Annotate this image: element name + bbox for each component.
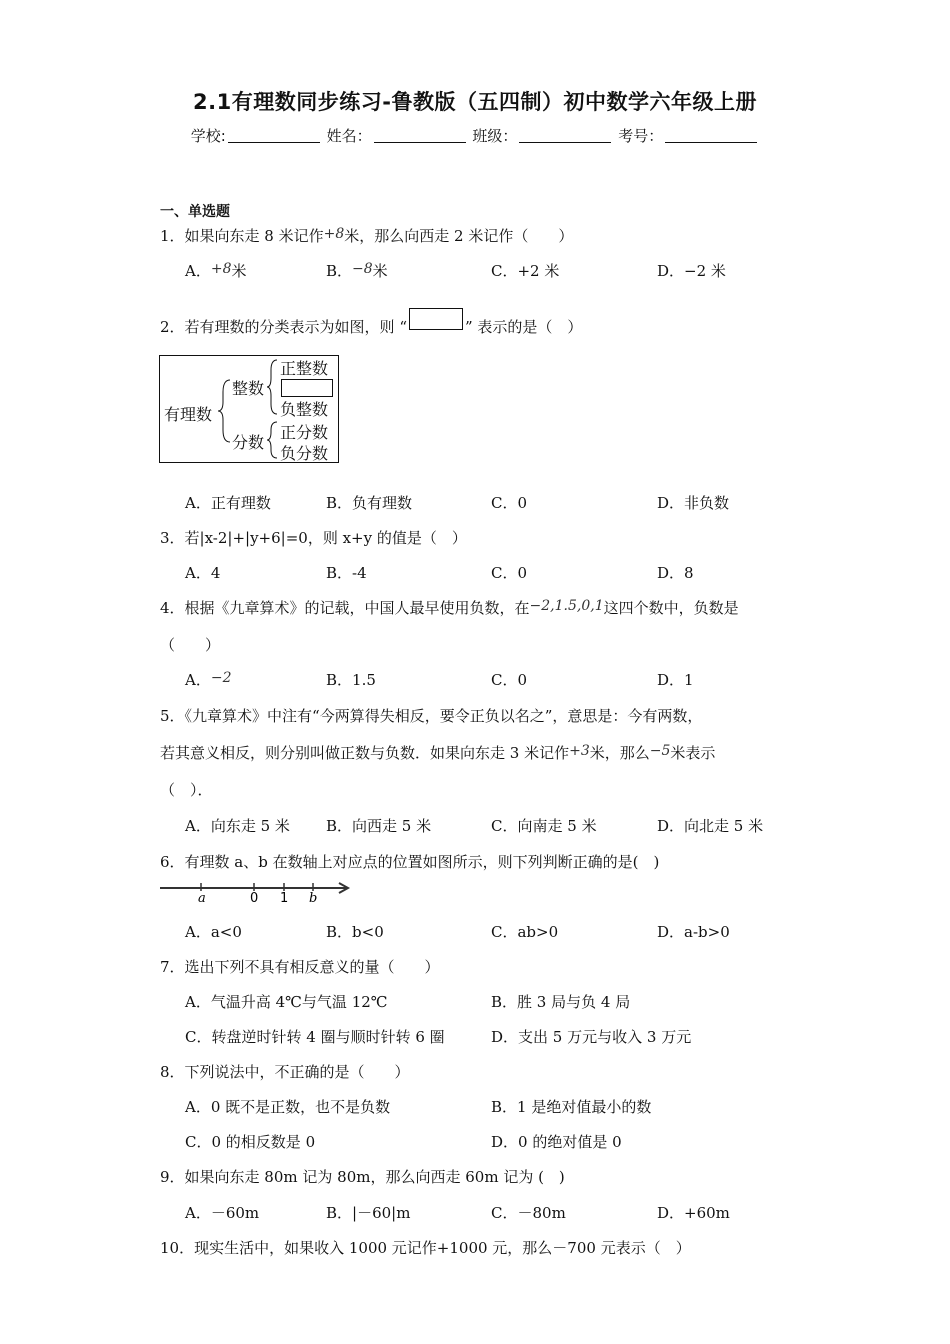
class-blank[interactable] [519, 128, 611, 143]
q6-option-d[interactable]: D．a-b>0 [657, 923, 730, 941]
diagram-pos-frac: 正分数 [280, 423, 329, 442]
diagram-pos-int: 正整数 [280, 359, 329, 378]
diagram-integer: 整数 [232, 379, 265, 398]
diagram-blank-box [281, 379, 333, 397]
q4-option-b[interactable]: B．1.5 [326, 671, 376, 689]
q5-line-1: 5．《九章算术》中注有“今两算得失相反，要令正负以名之”，意思是：今有两数， [160, 707, 703, 725]
q7-option-a[interactable]: A．气温升高 4℃与气温 12℃ [185, 993, 388, 1011]
q1-option-d[interactable]: D．−2 米 [657, 262, 726, 280]
student-info-line [0, 125, 950, 146]
axis-label-a: a [198, 891, 206, 904]
q1-text-a: 1．如果向东走 8 米记作 [160, 227, 324, 245]
school-blank[interactable] [228, 128, 320, 143]
q9-option-d[interactable]: D．+60m [657, 1204, 730, 1222]
q4-option-c[interactable]: C．0 [491, 671, 528, 689]
section-heading: 一、单选题 [160, 204, 230, 220]
q5-option-a[interactable]: A．向东走 5 米 [185, 817, 290, 835]
q5-option-d[interactable]: D．向北走 5 米 [657, 817, 764, 835]
number-line [158, 878, 352, 904]
q1-text-b: 米，那么向西走 2 米记作（ ） [344, 227, 574, 245]
name-label: 姓名： [326, 127, 372, 145]
q9-option-b[interactable]: B．|－60|m [326, 1204, 411, 1222]
q4-math: −2,1.5,0,1 [529, 598, 604, 614]
q1-option-a[interactable]: A．+8米 [185, 261, 247, 280]
q4-option-d[interactable]: D．1 [657, 671, 694, 689]
q5-option-c[interactable]: C．向南走 5 米 [491, 817, 597, 835]
q7-option-b[interactable]: B．胜 3 局与负 4 局 [491, 993, 631, 1011]
school-label: 学校: [190, 127, 226, 145]
classification-diagram [159, 355, 339, 463]
q2-option-c[interactable]: C．0 [491, 494, 528, 512]
q8-option-b[interactable]: B．1 是绝对值最小的数 [491, 1098, 652, 1116]
exam-no-blank[interactable] [665, 128, 757, 143]
question-2 [160, 308, 582, 337]
q9-option-a[interactable]: A．－60m [185, 1204, 260, 1222]
q5-line-3: （ ）． [160, 781, 213, 799]
question-1 [160, 225, 573, 246]
q4-text-c: （ ） [160, 636, 221, 654]
question-6: 6．有理数 a、b 在数轴上对应点的位置如图所示，则下列判断正确的是( ) [160, 853, 660, 871]
q4-text-a: 4．根据《九章算术》的记载，中国人最早使用负数，在 [160, 599, 530, 617]
q6-option-c[interactable]: C．ab>0 [491, 923, 559, 941]
q3-option-c[interactable]: C．0 [491, 564, 528, 582]
class-label: 班级： [472, 127, 518, 145]
q5-line-2: 若其意义相反，则分别叫做正数与负数．如果向东走 3 米记作+3米，那么−5米表示 [160, 743, 716, 762]
axis-label-0: 0 [250, 891, 259, 904]
question-4 [160, 597, 739, 618]
q1-option-c[interactable]: C．+2 米 [491, 262, 560, 280]
page-title: 2.1有理数同步练习-鲁教版（五四制）初中数学六年级上册 [193, 90, 757, 114]
q6-option-a[interactable]: A．a<0 [185, 923, 242, 941]
q4-option-a[interactable]: A．−2 [185, 670, 232, 689]
question-10: 10．现实生活中，如果收入 1000 元记作+1000 元，那么－700 元表示（ ） [160, 1239, 691, 1257]
q2-option-a[interactable]: A．正有理数 [185, 494, 271, 512]
q1-option-b[interactable]: B．−8米 [326, 261, 388, 280]
diagram-fraction: 分数 [232, 433, 265, 452]
q5-option-b[interactable]: B．向西走 5 米 [326, 817, 432, 835]
q4-text-b: 这四个数中，负数是 [603, 599, 739, 617]
exam-no-label: 考号： [618, 127, 664, 145]
q2-blank-box [409, 308, 463, 330]
question-7: 7．选出下列不具有相反意义的量（ ） [160, 958, 440, 976]
q8-option-d[interactable]: D．0 的绝对值是 0 [491, 1133, 622, 1151]
name-blank[interactable] [374, 128, 466, 143]
q6-option-b[interactable]: B．b<0 [326, 923, 384, 941]
diagram-root: 有理数 [164, 405, 213, 424]
axis-label-b: b [309, 891, 318, 904]
question-8: 8．下列说法中，不正确的是（ ） [160, 1063, 410, 1081]
q2-text-b: ” 表示的是（ ） [464, 318, 583, 336]
q3-option-b[interactable]: B．-4 [326, 564, 367, 582]
diagram-neg-int: 负整数 [280, 400, 329, 419]
q8-option-a[interactable]: A．0 既不是正数，也不是负数 [185, 1098, 391, 1116]
q8-option-c[interactable]: C．0 的相反数是 0 [185, 1133, 316, 1151]
q9-option-c[interactable]: C．－80m [491, 1204, 566, 1222]
q3-option-d[interactable]: D．8 [657, 564, 694, 582]
q1-math: +8 [323, 226, 345, 242]
question-9: 9．如果向东走 80m 记为 80m，那么向西走 60m 记为 ( ) [160, 1168, 565, 1186]
q2-option-d[interactable]: D．非负数 [657, 494, 730, 512]
q7-option-c[interactable]: C．转盘逆时针转 4 圈与顺时针转 6 圈 [185, 1028, 445, 1046]
q2-text-a: 2．若有理数的分类表示为如图，则 “ [160, 318, 407, 336]
q2-option-b[interactable]: B．负有理数 [326, 494, 413, 512]
diagram-neg-frac: 负分数 [280, 444, 329, 463]
question-3: 3．若|x-2|+|y+6|=0，则 x+y 的值是（ ） [160, 529, 467, 547]
axis-label-1: 1 [280, 891, 289, 904]
q7-option-d[interactable]: D．支出 5 万元与收入 3 万元 [491, 1028, 692, 1046]
q3-option-a[interactable]: A．4 [185, 564, 221, 582]
